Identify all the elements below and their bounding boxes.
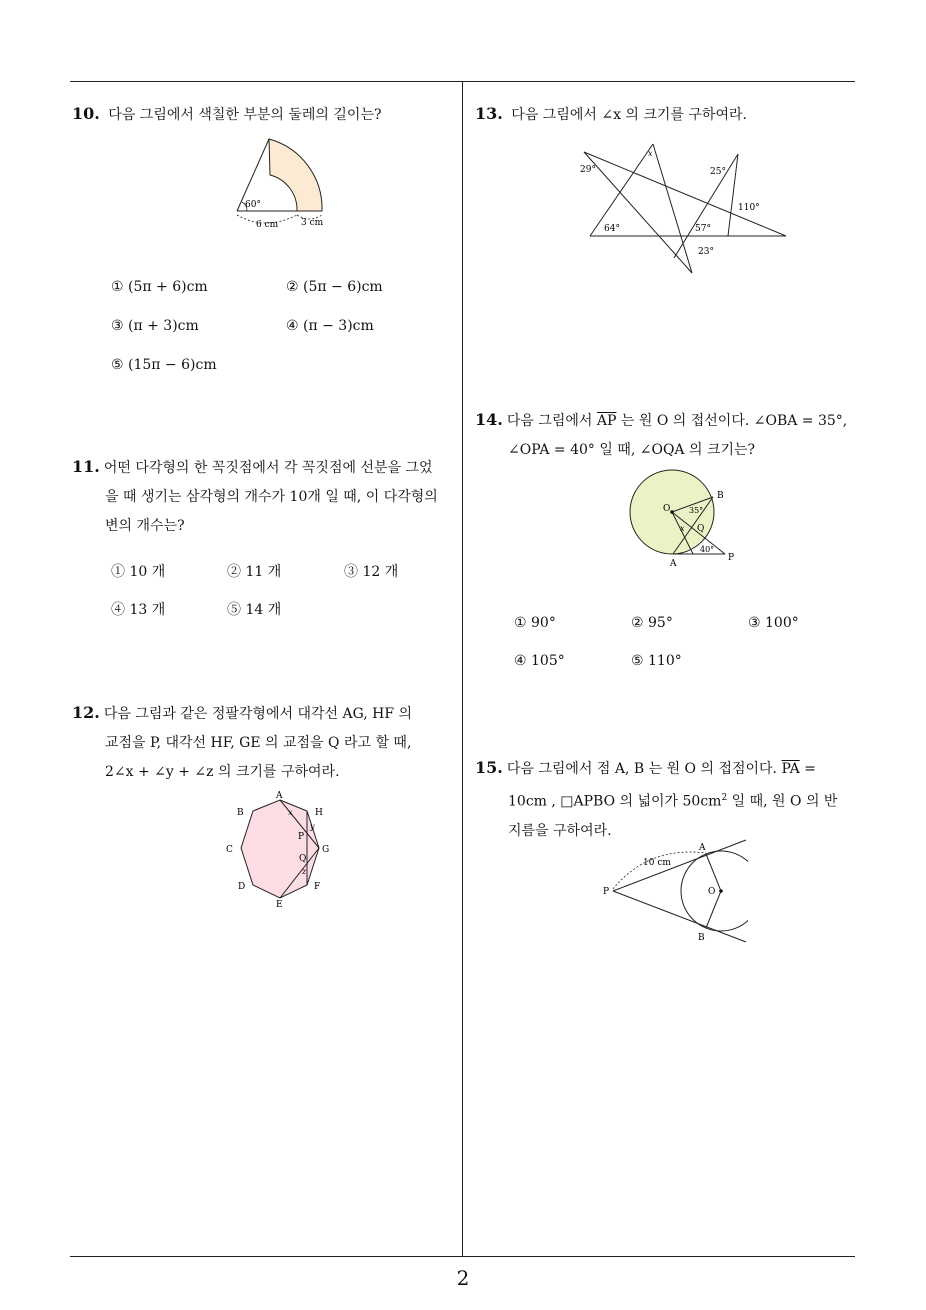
question-text-line-1-pre: 다음 그림에서 점 A, B 는 원 O 의 접점이다. [506, 761, 778, 777]
question-text-line-2-pre: 10cm , □APBO 의 넓이가 50cm [508, 793, 722, 810]
vertex-label-F: F [314, 882, 321, 892]
question-14 [475, 405, 860, 465]
q15-label-P: P [603, 887, 610, 897]
angle-label-z: z [302, 867, 307, 876]
question-text-line-3: 변의 개수는? [105, 518, 185, 534]
q14-label-35: 35° [689, 506, 704, 515]
question-text-line-1-post: = [799, 761, 816, 777]
question-text-line-2: 교점을 P, 대각선 HF, GE 의 교점을 Q 라고 할 때, [105, 735, 412, 751]
q15-length-label: 10 cm [643, 858, 671, 868]
question-number: 15. [475, 758, 503, 777]
question-13 [475, 99, 860, 130]
q10-option-5[interactable]: ⑤ (15π − 6)cm [111, 357, 217, 373]
question-text-line-3: 2∠x + ∠y + ∠z 의 크기를 구하여라. [105, 764, 340, 780]
angle-label-x: x [288, 808, 293, 817]
question-10 [72, 99, 457, 130]
q15-figure [598, 832, 748, 947]
q11-option-5[interactable]: ⑤ 14 개 [227, 602, 282, 618]
question-text-line-1: 다음 그림과 같은 정팔각형에서 대각선 AG, HF 의 [103, 706, 413, 722]
vertex-label-H: H [315, 808, 323, 818]
question-12 [72, 698, 457, 787]
question-number: 13. [475, 104, 503, 123]
q11-option-2[interactable]: ② 11 개 [227, 564, 282, 580]
q14-label-P: P [728, 553, 735, 563]
column-divider [462, 82, 463, 1257]
q10-option-4[interactable]: ④ (π − 3)cm [286, 318, 374, 334]
question-text-line-1-post: 는 원 O 의 접선이다. ∠OBA = 35°, [620, 413, 848, 429]
question-text-line-3: 지름을 구하여라. [508, 822, 612, 839]
point-label-Q: Q [299, 854, 307, 864]
q14-label-B: B [717, 491, 724, 501]
question-text-line-1: 어떤 다각형의 한 꼭짓점에서 각 꼭짓점에 선분을 그었 [103, 460, 433, 476]
vertex-label-B: B [237, 808, 244, 818]
q13-angle-25: 25° [710, 167, 726, 177]
question-11 [72, 452, 457, 541]
q15-label-A: A [699, 843, 706, 853]
q14-option-4[interactable]: ④ 105° [514, 653, 565, 669]
q14-label-A: A [670, 559, 677, 569]
q13-angle-29: 29° [580, 165, 596, 175]
q15-label-B: B [698, 933, 705, 943]
q14-label-Q: Q [697, 524, 705, 534]
segment-AP: $\overline{AP}$ [596, 413, 617, 429]
q13-figure [578, 140, 793, 280]
q12-figure [218, 788, 348, 913]
q14-figure [625, 467, 750, 577]
q13-angle-110: 110° [738, 203, 760, 213]
q13-angle-x: x [648, 149, 653, 158]
q14-label-x: x [680, 524, 685, 533]
q10-option-3[interactable]: ③ (π + 3)cm [111, 318, 199, 334]
q14-option-3[interactable]: ③ 100° [748, 615, 799, 631]
q15-label-O: O [708, 887, 716, 897]
q13-angle-64: 64° [604, 224, 620, 234]
q11-option-3[interactable]: ③ 12 개 [344, 564, 399, 580]
segment-PA: $\overline{PA}$ [781, 761, 800, 777]
question-text: 다음 그림에서 색칠한 부분의 둘레의 길이는? [108, 107, 382, 123]
question-text-line-2: 을 때 생기는 삼각형의 개수가 10개 일 때, 이 다각형의 [105, 489, 438, 505]
point-label-P: P [298, 832, 305, 842]
question-text-line-1-pre: 다음 그림에서 [506, 413, 593, 429]
q13-angle-57: 57° [695, 224, 711, 234]
question-text: 다음 그림에서 ∠x 의 크기를 구하여라. [511, 107, 747, 123]
vertex-label-E: E [276, 900, 283, 910]
question-number: 11. [72, 457, 100, 476]
q11-option-1[interactable]: ① 10 개 [111, 564, 166, 580]
vertex-label-C: C [226, 845, 233, 855]
question-text-line-2-post: 일 때, 원 O 의 반 [727, 793, 838, 810]
page-number: 2 [456, 1266, 470, 1290]
q14-option-2[interactable]: ② 95° [631, 615, 673, 631]
q10-angle-label: 60° [245, 200, 261, 210]
question-text-line-2: ∠OPA = 40° 일 때, ∠OQA 의 크기는? [508, 442, 756, 458]
q14-label-40: 40° [700, 545, 715, 554]
q10-length-3: 3 cm [301, 218, 324, 228]
question-number: 12. [72, 703, 100, 722]
vertex-label-D: D [238, 882, 246, 892]
q14-option-5[interactable]: ⑤ 110° [631, 653, 682, 669]
q14-option-1[interactable]: ① 90° [514, 615, 556, 631]
superscript-2: 2 [721, 793, 728, 803]
angle-label-y: y [310, 822, 315, 831]
q10-figure [225, 135, 355, 235]
q11-option-4[interactable]: ④ 13 개 [111, 602, 166, 618]
q10-length-6: 6 cm [256, 220, 279, 230]
vertex-label-A: A [276, 791, 283, 801]
q10-option-1[interactable]: ① (5π + 6)cm [111, 279, 208, 295]
question-number: 14. [475, 410, 503, 429]
question-number: 10. [72, 104, 100, 123]
q13-angle-23: 23° [698, 247, 714, 257]
q10-option-2[interactable]: ② (5π − 6)cm [286, 279, 383, 295]
bottom-rule [70, 1256, 855, 1257]
q14-label-O: O [663, 504, 671, 514]
vertex-label-G: G [322, 845, 330, 855]
